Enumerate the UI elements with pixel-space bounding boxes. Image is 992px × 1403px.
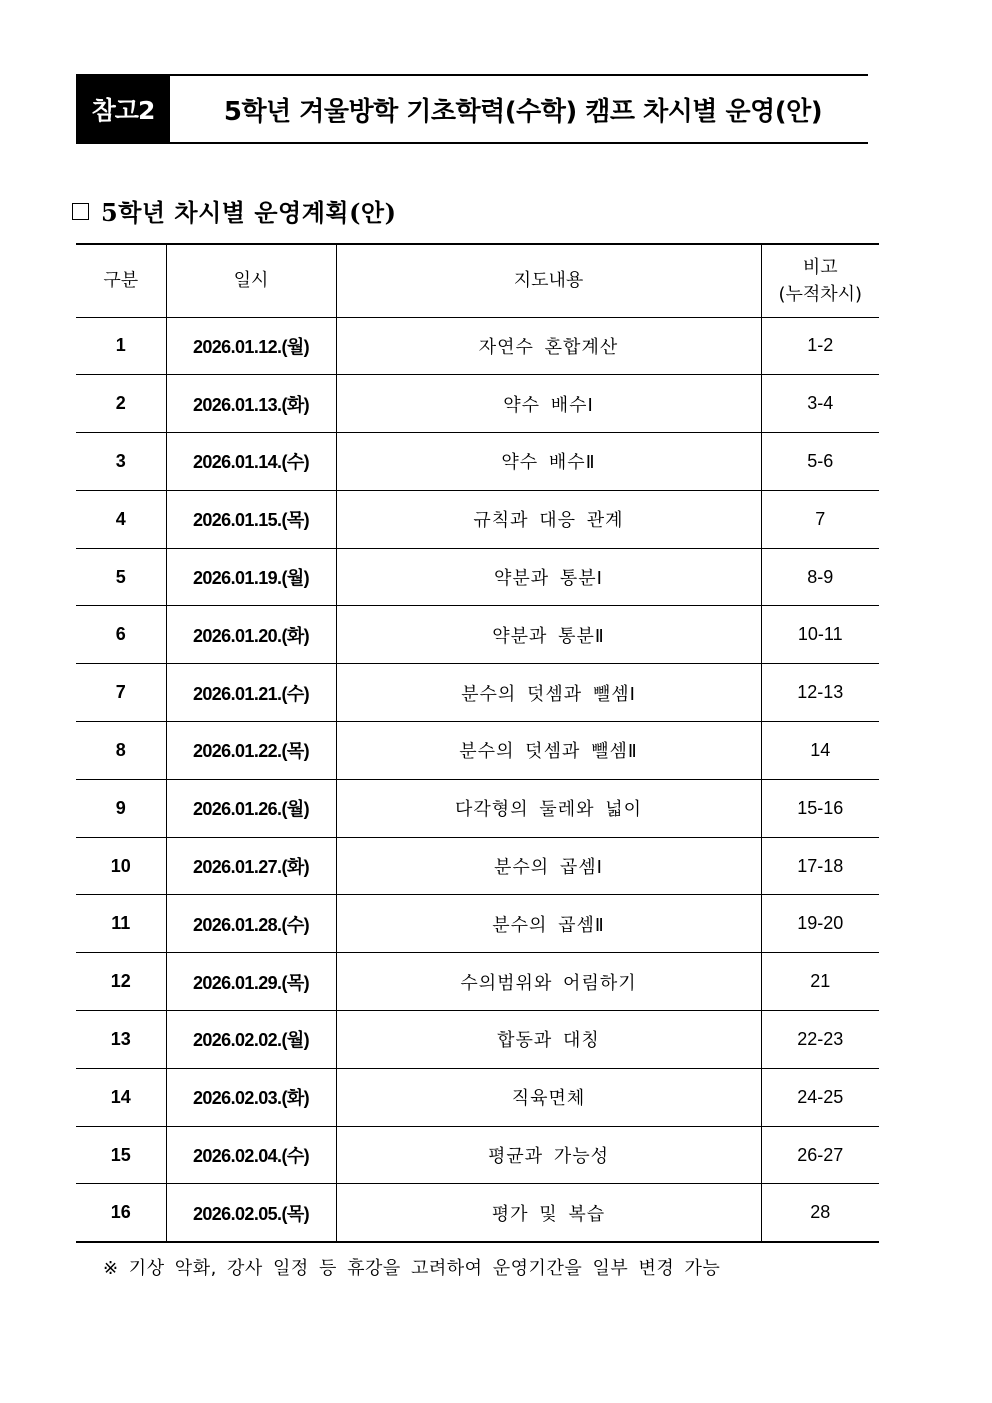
document-title: 5학년 겨울방학 기초학력(수학) 캠프 차시별 운영(안) [223,96,823,127]
cell-cumulative-sessions: 5-6 [761,433,879,491]
cell-cumulative-sessions: 26-27 [761,1126,879,1184]
table-row [76,490,879,548]
cell-date: 2026.01.26.(월) [166,779,336,837]
cell-no: 10 [76,837,166,895]
column-header-note-line2: (누적차시) [778,283,863,305]
cell-date: 2026.02.04.(수) [166,1126,336,1184]
table-row [76,837,879,895]
table-row [76,1011,879,1069]
schedule-body [76,317,879,1242]
reference-label: 참고2 [76,76,170,142]
cell-no: 16 [76,1184,166,1242]
cell-no: 1 [76,317,166,375]
cell-cumulative-sessions: 19-20 [761,895,879,953]
square-bullet-icon [72,203,89,220]
cell-no: 7 [76,664,166,722]
cell-no: 8 [76,722,166,780]
table-row [76,953,879,1011]
cell-cumulative-sessions: 8-9 [761,548,879,606]
cell-cumulative-sessions: 21 [761,953,879,1011]
cell-content: 약수 배수Ⅰ [336,375,761,433]
table-header-row [76,244,879,317]
cell-content: 평가 및 복습 [336,1184,761,1242]
cell-date: 2026.02.05.(목) [166,1184,336,1242]
cell-cumulative-sessions: 10-11 [761,606,879,664]
column-header-note [761,244,879,317]
cell-no: 6 [76,606,166,664]
cell-date: 2026.01.28.(수) [166,895,336,953]
table-row [76,895,879,953]
cell-cumulative-sessions: 12-13 [761,664,879,722]
table-row [76,722,879,780]
cell-no: 12 [76,953,166,1011]
cell-date: 2026.01.19.(월) [166,548,336,606]
cell-cumulative-sessions: 7 [761,490,879,548]
cell-no: 4 [76,490,166,548]
cell-content: 분수의 덧셈과 뺄셈Ⅱ [336,722,761,780]
cell-no: 14 [76,1068,166,1126]
cell-content: 다각형의 둘레와 넓이 [336,779,761,837]
footnote: ※ 기상 악화, 강사 일정 등 휴강을 고려하여 운영기간을 일부 변경 가능 [103,1258,721,1279]
cell-content: 분수의 곱셈Ⅱ [336,895,761,953]
cell-content: 분수의 곱셈Ⅰ [336,837,761,895]
cell-content: 약수 배수Ⅱ [336,433,761,491]
cell-date: 2026.01.20.(화) [166,606,336,664]
section-heading [72,193,396,228]
column-header-content: 지도내용 [336,244,761,317]
cell-date: 2026.01.21.(수) [166,664,336,722]
cell-date: 2026.01.14.(수) [166,433,336,491]
cell-cumulative-sessions: 17-18 [761,837,879,895]
cell-cumulative-sessions: 28 [810,1202,831,1223]
cell-no: 2 [76,375,166,433]
cell-cumulative-sessions: 3-4 [761,375,879,433]
table-row [76,606,879,664]
cell-date: 2026.01.22.(목) [166,722,336,780]
cell-no: 3 [76,433,166,491]
table-row [76,317,879,375]
cell-content: 규칙과 대응 관계 [336,490,761,548]
column-header-note-line1: 비고 [802,256,838,278]
column-header-date: 일시 [166,244,336,317]
table-row [76,779,879,837]
cell-content: 직육면체 [336,1068,761,1126]
schedule-table [76,243,879,1243]
table-row [76,1126,879,1184]
cell-content: 자연수 혼합계산 [336,317,761,375]
cell-date: 2026.01.13.(화) [166,375,336,433]
table-row [76,1068,879,1126]
table-row [76,375,879,433]
cell-content: 분수의 덧셈과 뺄셈Ⅰ [336,664,761,722]
cell-cumulative-sessions: 14 [761,722,879,780]
table-row [76,664,879,722]
cell-no: 5 [76,548,166,606]
cell-cumulative-sessions: 1-2 [761,317,879,375]
cell-content: 합동과 대칭 [336,1011,761,1069]
cell-no: 15 [76,1126,166,1184]
column-header-no: 구분 [76,244,166,317]
cell-cumulative-sessions: 15-16 [761,779,879,837]
cell-date: 2026.02.02.(월) [166,1011,336,1069]
section-heading-text: 5학년 차시별 운영계획(안) [101,198,397,227]
table-row [76,1184,879,1242]
cell-date: 2026.02.03.(화) [166,1068,336,1126]
cell-date: 2026.01.29.(목) [166,953,336,1011]
cell-no: 13 [76,1011,166,1069]
cell-no: 11 [76,895,166,953]
cell-content: 수의범위와 어림하기 [336,953,761,1011]
table-row [76,548,879,606]
cell-no: 9 [76,779,166,837]
cell-content: 평균과 가능성 [336,1126,761,1184]
cell-date: 2026.01.27.(화) [166,837,336,895]
cell-date: 2026.01.12.(월) [166,317,336,375]
cell-cumulative-sessions: 22-23 [761,1011,879,1069]
cell-cumulative-sessions: 24-25 [761,1068,879,1126]
cell-content: 약분과 통분Ⅰ [336,548,761,606]
cell-content: 약분과 통분Ⅱ [336,606,761,664]
title-banner [76,74,868,144]
cell-date: 2026.01.15.(목) [166,490,336,548]
table-row [76,433,879,491]
